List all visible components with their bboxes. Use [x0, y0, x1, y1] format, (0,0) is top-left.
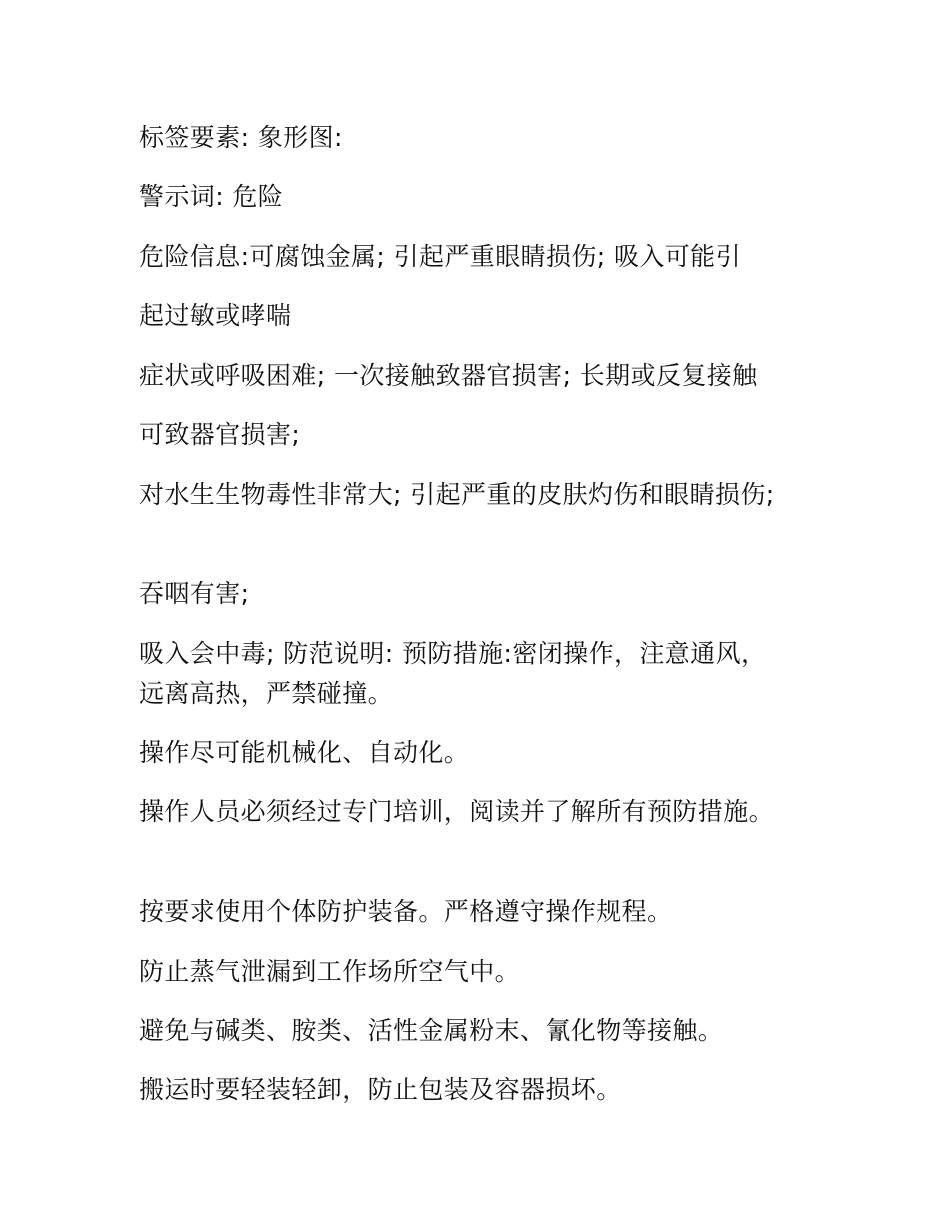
- precaution-line-7: 避免与碱类、胺类、活性金属粉末、氰化物等接触。: [139, 1016, 724, 1045]
- precaution-line-1: 吸入会中毒; 防范说明: 预防措施:密闭操作，注意通风，: [139, 639, 767, 668]
- precaution-line-8: 搬运时要轻装轻卸，防止包装及容器损坏。: [139, 1075, 622, 1104]
- precaution-line-4: 操作人员必须经过专门培训，阅读并了解所有预防措施。: [139, 797, 775, 826]
- signal-word-line: 警示词: 危险: [139, 182, 284, 211]
- precaution-line-3: 操作尽可能机械化、自动化。: [139, 738, 470, 767]
- precaution-line-2: 远离高热，严禁碰撞。: [139, 679, 394, 708]
- hazard-info-line-6: 吞咽有害;: [139, 579, 250, 608]
- hazard-info-line-4: 可致器官损害;: [139, 420, 301, 449]
- precaution-line-6: 防止蒸气泄漏到工作场所空气中。: [139, 957, 521, 986]
- hazard-info-line-2: 起过敏或哮喘: [139, 301, 292, 330]
- hazard-info-line-3: 症状或呼吸困难; 一次接触致器官损害; 长期或反复接触: [139, 361, 758, 390]
- label-elements-line: 标签要素: 象形图:: [139, 123, 343, 152]
- hazard-info-line-5: 对水生生物毒性非常大; 引起严重的皮肤灼伤和眼睛损伤;: [139, 480, 775, 509]
- hazard-info-line-1: 危险信息:可腐蚀金属; 引起严重眼睛损伤; 吸入可能引: [139, 242, 741, 271]
- precaution-line-5: 按要求使用个体防护装备。严格遵守操作规程。: [139, 897, 673, 926]
